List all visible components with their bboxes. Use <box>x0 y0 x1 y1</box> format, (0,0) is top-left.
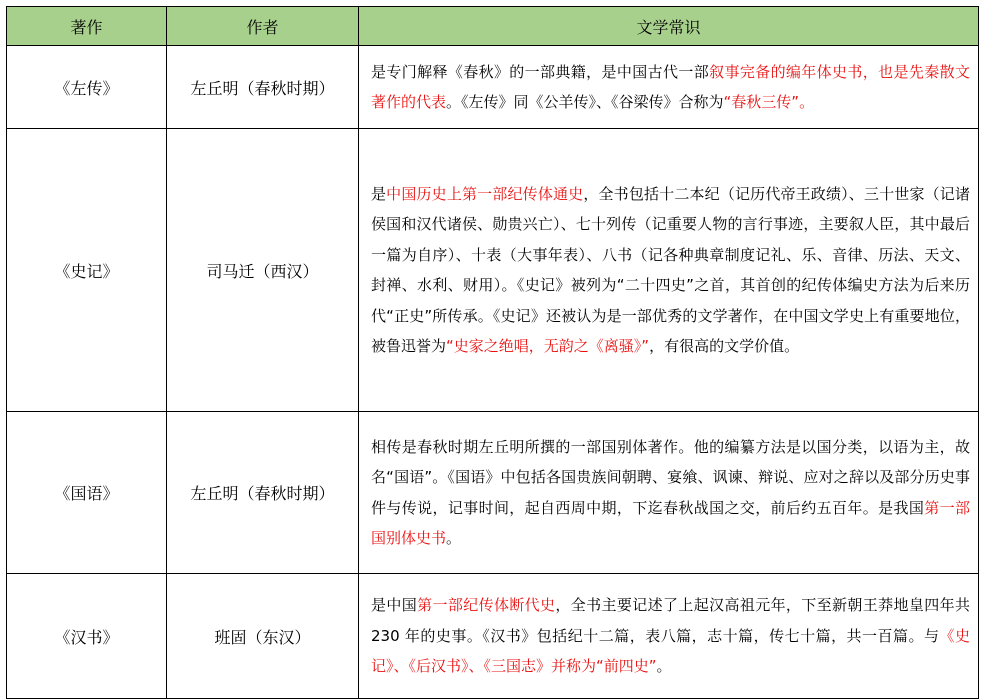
desc-highlight: 第一部纪传体断代史 <box>417 596 556 615</box>
desc-text: 是 <box>371 184 387 203</box>
desc-text: 是中国 <box>371 596 418 615</box>
desc-highlight: 《史记》、《后汉书》、《三国志》并称为“前四史” <box>371 626 970 676</box>
work-cell: 《国语》 <box>7 412 167 574</box>
description-cell <box>359 574 979 699</box>
author-cell: 司马迁（西汉） <box>167 129 359 412</box>
header-knowledge: 文学常识 <box>359 7 979 46</box>
desc-text: 。 <box>446 529 462 547</box>
literature-table <box>6 6 979 699</box>
description-cell <box>359 46 979 129</box>
desc-highlight: 叙事完备的编年体史书，也是先秦散文著作的代表 <box>371 62 970 111</box>
header-row <box>7 7 979 46</box>
work-cell: 《左传》 <box>7 46 167 129</box>
author-cell: 班固（东汉） <box>167 574 359 699</box>
desc-text: ，全书主要记述了上起汉高祖元年，下至新朝王莽地皇四年共 230 年的史事。《汉书》包括纪十二篇，表八篇，志十篇，传七十篇，共一百篇。与 <box>371 596 970 645</box>
desc-highlight: 第一部国别体史书 <box>371 498 970 547</box>
header-author: 作者 <box>167 7 359 46</box>
desc-text: 。 <box>656 657 672 676</box>
table-row <box>7 46 979 129</box>
desc-text: 相传是春秋时期左丘明所撰的一部国别体著作。他的编纂方法是以国分类，以语为主，故名“国语”。《国语》中包括各国贵族间朝聘、宴飨、讽谏、辩说、应对之辞以及部分历史事件与传说，记事时间，起自西周中期，下迄春秋战国之交，前后约五百年。是我国 <box>371 437 970 517</box>
desc-highlight: 中国历史上第一部纪传体通史 <box>386 184 584 203</box>
desc-text: ，有很高的文学价值。 <box>649 337 800 355</box>
desc-text: 。《左传》同《公羊传》、《谷梁传》合称为 <box>446 93 724 111</box>
table-row <box>7 574 979 699</box>
desc-text: ，全书包括十二本纪（记历代帝王政绩）、三十世家（记诸侯国和汉代诸侯、勋贵兴亡）、七十列传（记重要人物的言行事迹，主要叙人臣，其中最后一篇为自序）、十表（大事年表）、八书（记各种典章制度记礼、乐、音律、历法、天文、封禅、水利、财用）。《史记》被列为“二十四史”之首，其首创的纪传体编史方法为后来历代“正史”所传承。《史记》还被认为是一部优秀的文学著作，在中国文学史上有重要地位，被鲁迅誉为 <box>371 184 970 355</box>
description-cell <box>359 129 979 412</box>
work-cell: 《史记》 <box>7 129 167 412</box>
table-row <box>7 412 979 574</box>
desc-highlight: “春秋三传”。 <box>723 93 815 111</box>
table-row <box>7 129 979 412</box>
literature-table-container <box>6 6 979 699</box>
header-work: 著作 <box>7 7 167 46</box>
description-cell <box>359 412 979 574</box>
desc-text: 是专门解释《春秋》的一部典籍，是中国古代一部 <box>371 62 710 81</box>
author-cell: 左丘明（春秋时期） <box>167 46 359 129</box>
work-cell: 《汉书》 <box>7 574 167 699</box>
author-cell: 左丘明（春秋时期） <box>167 412 359 574</box>
desc-highlight: “史家之绝唱，无韵之《离骚》” <box>446 337 650 355</box>
